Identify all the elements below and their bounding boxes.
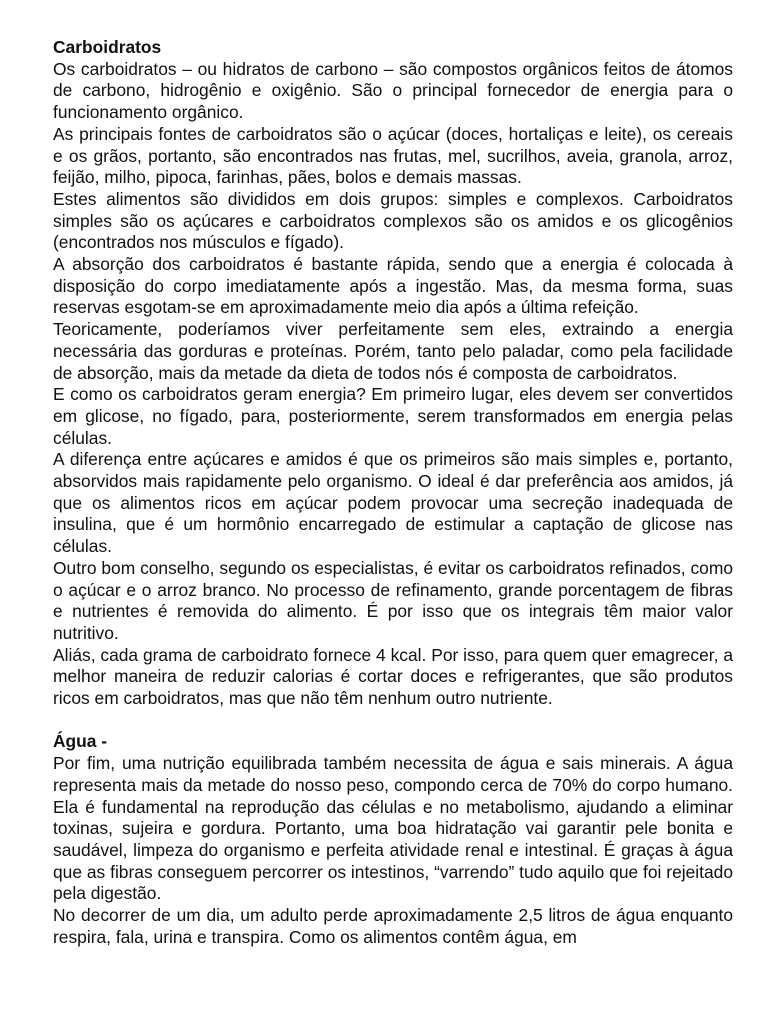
document-page [53, 37, 733, 949]
paragraph: Estes alimentos são divididos em dois grupos: simples e complexos. Carboidratos simples são os açúcares e carboidratos complexos são os amidos e os glicogênios (encontrados nos músculos e fígado). [53, 188, 733, 253]
section-agua [53, 731, 733, 948]
paragraph: E como os carboidratos geram energia? Em primeiro lugar, eles devem ser convertidos em glicose, no fígado, para, posteriormente, serem transformados em energia pelas células. [53, 384, 733, 448]
paragraph: As principais fontes de carboidratos são o açúcar (doces, hortaliças e leite), os cereais e os grãos, portanto, são encontrados nas frutas, mel, sucrilhos, aveia, granola, arroz, feijão, milho, pipoca, farinhas, pães, bolos e demais massas. [53, 123, 733, 188]
paragraph: Os carboidratos – ou hidratos de carbono – são compostos orgânicos feitos de átomos de carbono, hidrogênio e oxigênio. São o principal fornecedor de energia para o funcionamento orgânico. [53, 58, 733, 123]
paragraph: Teoricamente, poderíamos viver perfeitamente sem eles, extraindo a energia necessária das gorduras e proteínas. Porém, tanto pelo paladar, como pela facilidade de absorção, mais da metade da dieta de todos nós é composta de carboidratos. [53, 319, 733, 383]
paragraph: Por fim, uma nutrição equilibrada também necessita de água e sais minerais. A água representa mais da metade do nosso peso, compondo cerca de 70% do corpo humano. Ela é fundamental na reprodução das células e no metabolismo, ajudando a eliminar toxinas, sujeira e gordura. Portanto, uma boa hidratação vai garantir pele bonita e saudável, limpeza do organismo e perfeita atividade renal e intestinal. É graças à água que as fibras conseguem percorrer os intestinos, “varrendo” tudo aquilo que foi rejeitado pela digestão. [53, 753, 733, 904]
paragraph: A absorção dos carboidratos é bastante rápida, sendo que a energia é colocada à disposição do corpo imediatamente após a ingestão. Mas, da mesma forma, suas reservas esgotam-se em aproximadamente meio dia após a última refeição. [53, 254, 733, 318]
section-spacer [53, 710, 733, 732]
section-carboidratos [53, 37, 733, 710]
paragraph: No decorrer de um dia, um adulto perde aproximadamente 2,5 litros de água enquanto respira, fala, urina e transpira. Como os alimentos contêm água, em [53, 905, 733, 947]
paragraph: Outro bom conselho, segundo os especialistas, é evitar os carboidratos refinados, como o açúcar e o arroz branco. No processo de refinamento, grande porcentagem de fibras e nutrientes é removida do alimento. É por isso que os integrais têm maior valor nutritivo. [53, 557, 733, 643]
paragraph: A diferença entre açúcares e amidos é que os primeiros são mais simples e, portanto, absorvidos mais rapidamente pelo organismo. O ideal é dar preferência aos amidos, já que os alimentos ricos em açúcar podem provocar uma secreção inadequada de insulina, que é um hormônio encarregado de estimular a captação de glicose nas células. [53, 449, 733, 557]
section-title: Carboidratos [53, 37, 162, 57]
section-title: Água - [53, 731, 108, 752]
paragraph: Aliás, cada grama de carboidrato fornece 4 kcal. Por isso, para quem quer emagrecer, a melhor maneira de reduzir calorias é cortar doces e refrigerantes, que são produtos ricos em carboidratos, mas que não têm nenhum outro nutriente. [53, 644, 733, 709]
